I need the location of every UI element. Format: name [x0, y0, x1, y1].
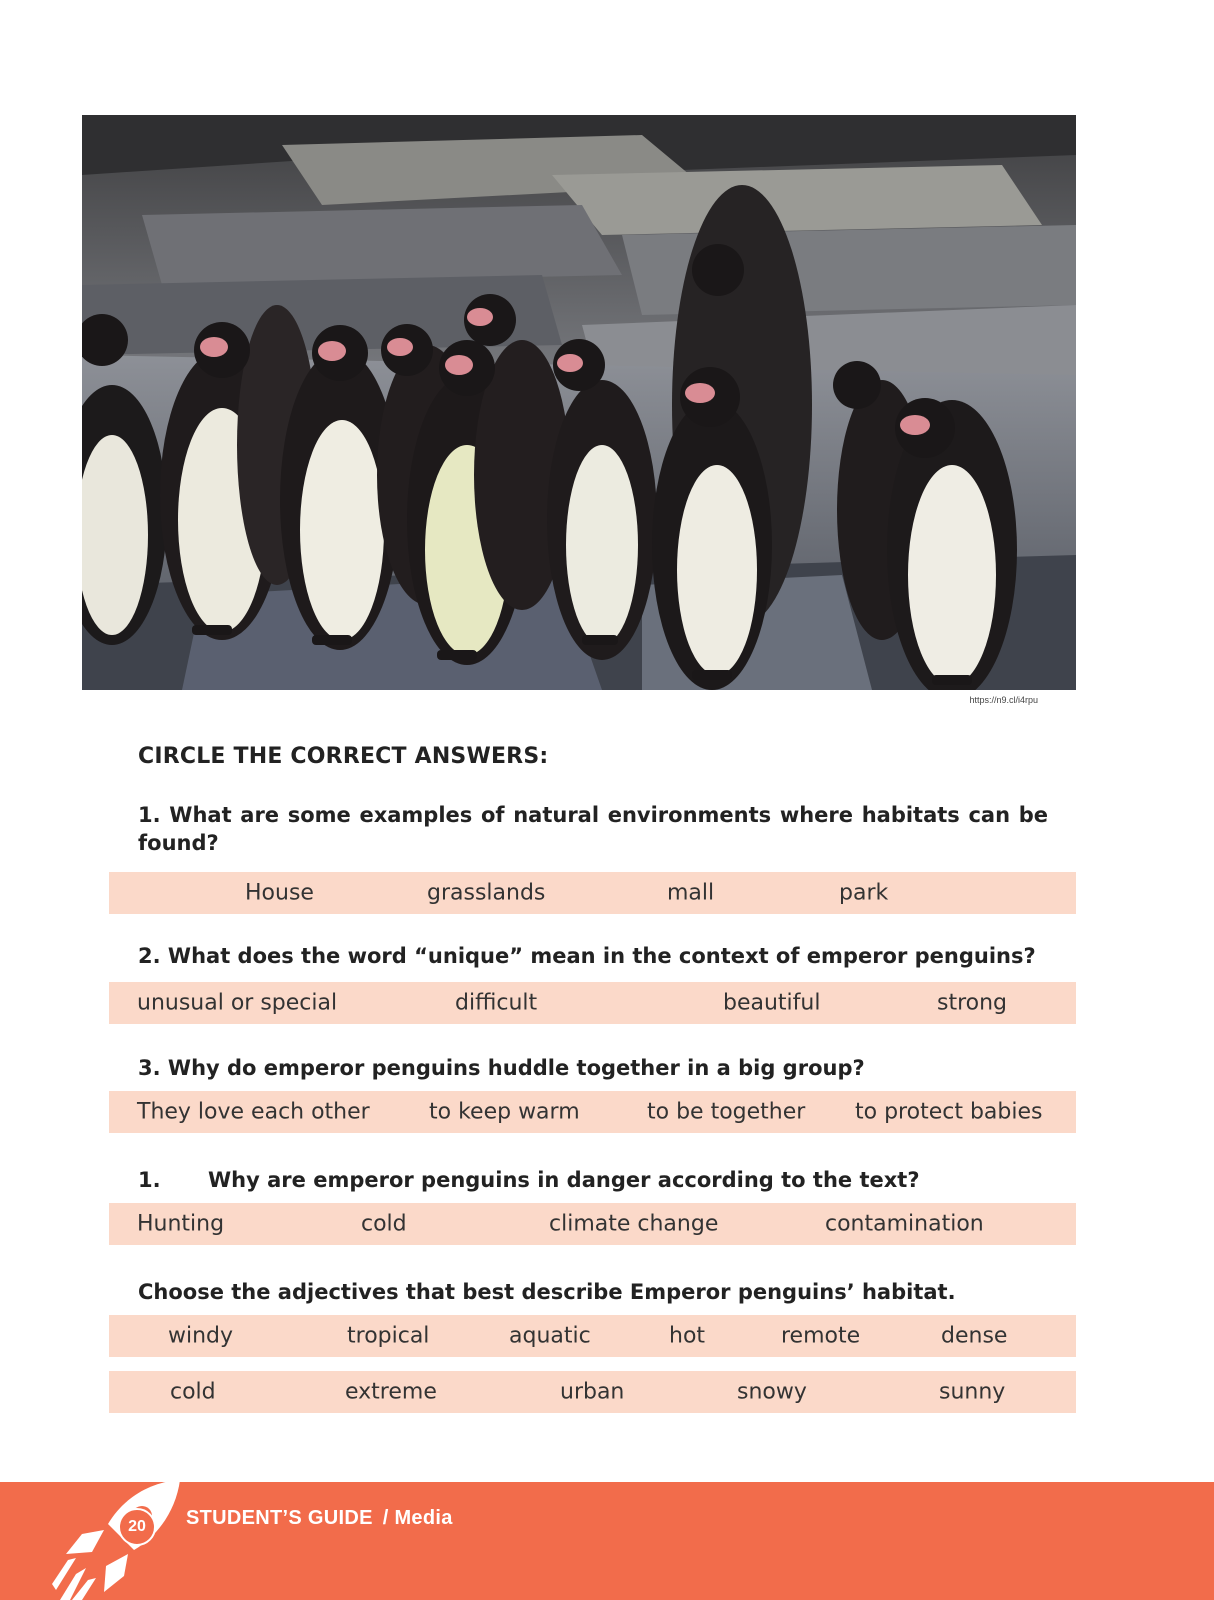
question-2-number: 2. — [138, 944, 161, 968]
answer-option[interactable]: to be together — [647, 1099, 806, 1125]
adjective-option[interactable]: snowy — [737, 1379, 807, 1405]
question-3 — [138, 1054, 1048, 1082]
rocket-icon — [52, 1478, 182, 1600]
answer-option[interactable]: mall — [667, 880, 715, 906]
page-footer — [0, 1482, 1214, 1600]
penguins-photo — [82, 115, 1076, 690]
guide-label: STUDENT’S GUIDE — [186, 1507, 373, 1529]
answer-option[interactable]: strong — [937, 990, 1008, 1016]
adjective-option[interactable]: extreme — [345, 1379, 437, 1405]
section-label: / Media — [382, 1507, 453, 1529]
adjectives-prompt: Choose the adjectives that best describe Emperor penguins’ habitat. — [138, 1280, 956, 1304]
adjective-option[interactable]: aquatic — [509, 1323, 591, 1349]
question-3-number: 3. — [138, 1056, 161, 1080]
adjectives-row-2 — [109, 1371, 1076, 1413]
penguins-illustration — [82, 115, 1076, 690]
page-number-badge: 20 — [118, 1508, 156, 1546]
image-credit[interactable]: https://n9.cl/i4rpu — [969, 695, 1038, 705]
footer-guide-label — [186, 1507, 453, 1530]
question-3-options — [109, 1091, 1076, 1133]
question-4-options — [109, 1203, 1076, 1245]
answer-option[interactable]: to protect babies — [855, 1099, 1043, 1125]
answer-option[interactable]: Hunting — [137, 1211, 225, 1237]
question-1 — [138, 801, 1048, 857]
question-3-text: Why do emperor penguins huddle together in a big group? — [167, 1056, 865, 1080]
answer-option[interactable]: unusual or special — [137, 990, 338, 1016]
answer-option[interactable]: grasslands — [427, 880, 546, 906]
answer-option[interactable]: difficult — [455, 990, 538, 1016]
question-2 — [138, 942, 1048, 970]
answer-option[interactable]: to keep warm — [429, 1099, 580, 1125]
question-2-options — [109, 982, 1076, 1024]
answer-option[interactable]: climate change — [549, 1211, 719, 1237]
answer-option[interactable]: park — [839, 880, 889, 906]
section-heading: CIRCLE THE CORRECT ANSWERS: — [138, 744, 549, 769]
question-4-number: 1. — [138, 1168, 161, 1192]
answer-option[interactable]: House — [245, 880, 314, 906]
answer-option[interactable]: contamination — [825, 1211, 984, 1237]
adjective-option[interactable]: dense — [941, 1323, 1008, 1349]
adjective-option[interactable]: urban — [560, 1379, 625, 1405]
question-1-options — [109, 872, 1076, 914]
adjectives-row-1 — [109, 1315, 1076, 1357]
adjective-option[interactable]: remote — [781, 1323, 861, 1349]
answer-option[interactable]: cold — [361, 1211, 407, 1237]
answer-option[interactable]: They love each other — [137, 1099, 370, 1125]
question-4-text: Why are emperor penguins in danger according to the text? — [208, 1168, 920, 1192]
adjective-option[interactable]: hot — [669, 1323, 706, 1349]
adjective-option[interactable]: cold — [170, 1379, 216, 1405]
adjective-option[interactable]: tropical — [347, 1323, 430, 1349]
adjective-option[interactable]: sunny — [939, 1379, 1006, 1405]
answer-option[interactable]: beautiful — [723, 990, 821, 1016]
question-4 — [138, 1166, 1048, 1194]
adjective-option[interactable]: windy — [168, 1323, 234, 1349]
question-1-text: What are some examples of natural environments where habitats can be found? — [138, 803, 1049, 855]
question-2-text: What does the word “unique” mean in the context of emperor penguins? — [167, 944, 1036, 968]
question-1-number: 1. — [138, 803, 161, 827]
